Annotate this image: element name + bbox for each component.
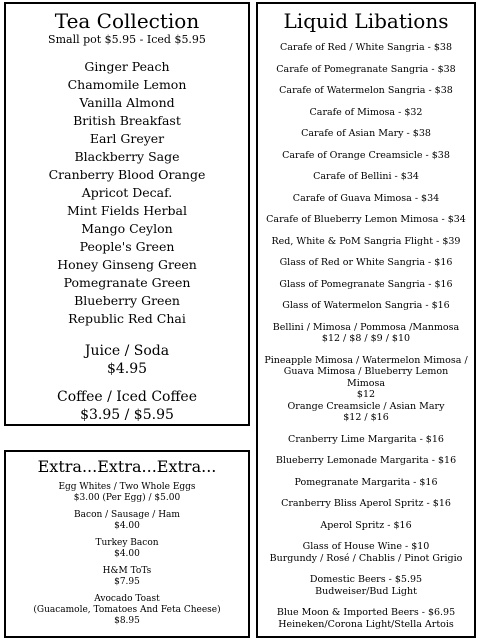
libation-line: Bellini / Mimosa / Pommosa /Manmosa — [272, 321, 460, 333]
extras-item — [6, 594, 248, 627]
tea-list — [6, 58, 248, 328]
extras-panel — [4, 450, 250, 638]
libation-line: Carafe of Mimosa - $32 — [309, 106, 423, 118]
tea-item: People's Green — [79, 239, 175, 254]
libation-line: Orange Creamsicle / Asian Mary — [287, 400, 445, 412]
tea-item: British Breakfast — [73, 113, 181, 128]
libation-item — [258, 322, 474, 355]
libation-item — [258, 434, 474, 456]
libation-line: Carafe of Pomegranate Sangria - $38 — [276, 63, 456, 75]
tea-item: Apricot Decaf. — [81, 185, 173, 200]
extras-item-name: H&M ToTs — [102, 566, 152, 576]
liquid-libations-panel — [256, 2, 476, 638]
coffee-price: $3.95 / $5.95 — [80, 407, 174, 423]
libations-list — [258, 42, 474, 640]
extras-item — [6, 566, 248, 588]
libation-line: Cranberry Bliss Aperol Spritz - $16 — [281, 498, 451, 509]
coffee-label: Coffee / Iced Coffee — [57, 389, 197, 405]
libation-item — [258, 607, 474, 640]
libation-line: Carafe of Guava Mimosa - $34 — [292, 192, 440, 204]
libation-line: $12 / $16 — [343, 412, 389, 423]
extras-item-name: Bacon / Sausage / Ham — [74, 510, 180, 520]
libation-item — [258, 574, 474, 607]
libation-item — [258, 236, 474, 258]
libation-line: Blueberry Lemonade Margarita - $16 — [275, 455, 457, 466]
tea-item: Mint Fields Herbal — [66, 203, 188, 218]
libation-line: Carafe of Blueberry Lemon Mimosa - $34 — [266, 214, 466, 225]
libation-line: Pineapple Mimosa / Watermelon Mimosa / — [264, 354, 468, 366]
libation-line: Glass of House Wine - $10 — [302, 541, 430, 552]
tea-item: Cranberry Blood Orange — [48, 167, 206, 182]
libation-line: Red, White & PoM Sangria Flight - $39 — [271, 235, 461, 247]
libation-line: Blue Moon & Imported Beers - $6.95 — [276, 607, 456, 618]
libation-line: Glass of Red or White Sangria - $16 — [279, 257, 453, 268]
extras-item-name: Turkey Bacon — [95, 538, 159, 548]
libation-line: Carafe of Asian Mary - $38 — [301, 128, 431, 139]
libation-line: Budweiser/Bud Light — [315, 585, 417, 597]
libation-line: Domestic Beers - $5.95 — [309, 574, 423, 585]
extras-item-price: $3.00 (Per Egg) / $5.00 — [73, 493, 181, 503]
libation-line: Aperol Spritz - $16 — [320, 519, 412, 531]
tea-item: Republic Red Chai — [68, 311, 186, 326]
libations-title: Liquid Libations — [283, 9, 449, 33]
libation-item — [258, 541, 474, 574]
libation-line: Carafe of Watermelon Sangria - $38 — [279, 85, 453, 96]
extras-item — [6, 538, 248, 560]
extras-item-name: Avocado Toast — [94, 594, 160, 604]
libation-line: Burgundy / Rosé / Chablis / Pinot Grigio — [269, 552, 463, 564]
libation-item — [258, 171, 474, 193]
juice-soda-label: Juice / Soda — [84, 343, 170, 359]
tea-item: Honey Ginseng Green — [57, 257, 197, 272]
libation-item — [258, 279, 474, 301]
libation-line: $12 / $8 / $9 / $10 — [321, 333, 411, 344]
juice-soda-section — [6, 342, 248, 378]
tea-subtitle: Small pot $5.95 - Iced $5.95 — [48, 33, 206, 46]
libation-line: Carafe of Bellini - $34 — [313, 171, 419, 182]
tea-item: Blueberry Green — [74, 293, 180, 308]
libation-item — [258, 520, 474, 542]
libation-item — [258, 193, 474, 215]
libation-item — [258, 257, 474, 279]
libation-line: Carafe of Orange Creamsicle - $38 — [282, 149, 450, 161]
libation-item — [258, 455, 474, 477]
extras-item — [6, 482, 248, 504]
libation-line: Cranberry Lime Margarita - $16 — [288, 433, 444, 445]
libation-line: Carafe of Red / White Sangria - $38 — [279, 42, 453, 53]
libation-item — [258, 150, 474, 172]
extras-item-price: $4.00 — [114, 549, 140, 559]
libation-item — [258, 42, 474, 64]
libation-item — [258, 498, 474, 520]
libation-line: Heineken/Corona Light/Stella Artois — [278, 618, 454, 630]
libation-item — [258, 300, 474, 322]
libation-item — [258, 214, 474, 236]
extras-item — [6, 510, 248, 532]
tea-item: Vanilla Almond — [79, 95, 175, 110]
libation-item — [258, 477, 474, 499]
extras-title: Extra...Extra...Extra... — [37, 457, 217, 476]
libation-line: Pomegranate Margarita - $16 — [294, 476, 438, 488]
tea-item: Earl Greyer — [89, 131, 165, 146]
libation-line: $12 — [356, 389, 376, 400]
tea-item: Chamomile Lemon — [67, 77, 187, 92]
libation-item — [258, 64, 474, 86]
tea-item: Blackberry Sage — [74, 149, 180, 164]
libation-line: Glass of Pomegranate Sangria - $16 — [279, 278, 453, 290]
tea-item: Pomegranate Green — [63, 275, 191, 290]
coffee-section — [6, 388, 248, 424]
extras-item-detail: (Guacamole, Tomatoes And Feta Cheese) — [33, 605, 221, 615]
libation-item — [258, 85, 474, 107]
extras-item-price: $8.95 — [114, 616, 140, 626]
libation-item — [258, 401, 474, 434]
libation-line: Glass of Watermelon Sangria - $16 — [282, 300, 450, 311]
extras-item-price: $4.00 — [114, 521, 140, 531]
tea-collection-panel — [4, 2, 250, 426]
extras-item-name: Egg Whites / Two Whole Eggs — [58, 482, 196, 492]
libation-item — [258, 355, 474, 401]
juice-soda-price: $4.95 — [106, 361, 148, 377]
tea-item: Ginger Peach — [84, 59, 170, 74]
libation-item — [258, 107, 474, 129]
extras-item-price: $7.95 — [114, 577, 140, 587]
libation-item — [258, 128, 474, 150]
libation-line: Guava Mimosa / Blueberry Lemon Mimosa — [283, 366, 449, 389]
tea-title: Tea Collection — [54, 9, 200, 33]
tea-item: Mango Ceylon — [81, 221, 173, 236]
